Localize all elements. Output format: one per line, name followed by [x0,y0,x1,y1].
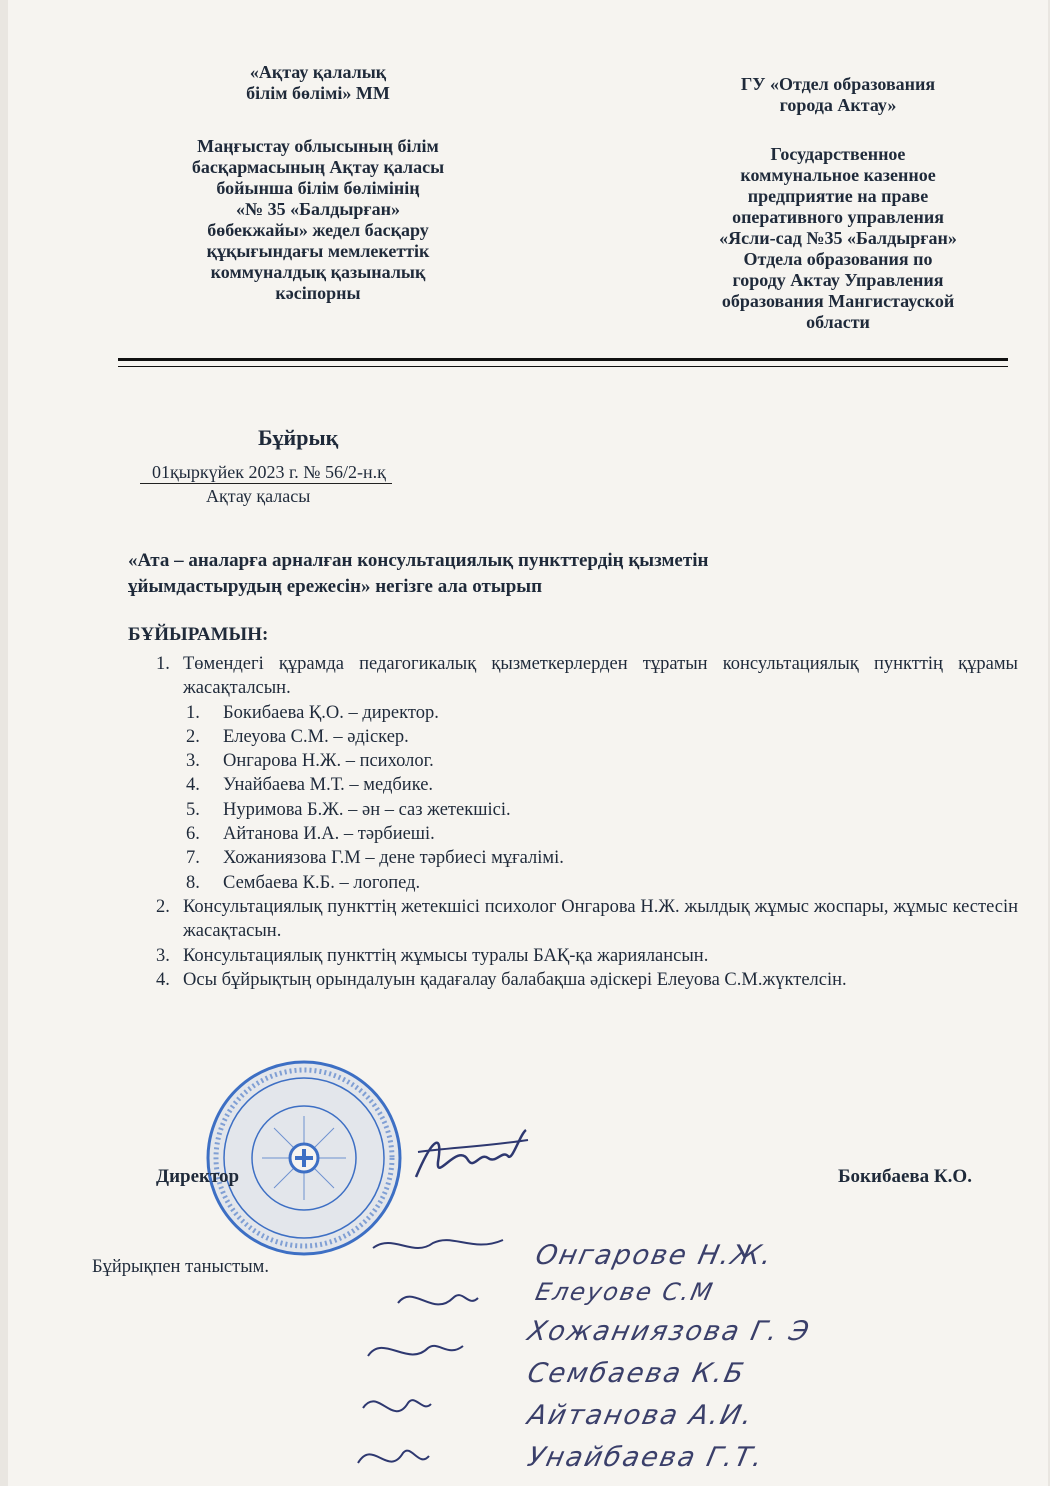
handwritten-name: Хожаниязова Г. Э [524,1316,814,1347]
order-item-text: Консультациялық пункттің жетекшісі психолог Онгарова Н.Ж. жылдық жұмыс жоспары, жұмыс кестесін жасақтасын. [183,896,1018,942]
member-text: Сембаева К.Б. – логопед. [223,872,421,893]
handwritten-name: Сембаева К.Б [524,1358,749,1389]
member-item [128,822,1018,846]
header-left-line-7: бөбекжайы» жедел басқару [207,220,429,240]
member-number: 1. [186,702,200,723]
header-right-line-2: города Актау» [779,95,897,115]
header-left-line-3: Маңғыстау облысының білім [197,136,439,156]
member-text: Айтанова И.А. – тәрбиеші. [223,824,435,845]
header-left-line-2: білім бөлімі» ММ [246,83,390,103]
member-number: 2. [186,726,200,747]
header-right-line-4: коммунальное казенное [740,165,936,185]
order-item [128,944,1018,968]
director-signature-icon [408,1122,538,1192]
member-number: 7. [186,848,200,869]
header-left-line-10: кәсіпорны [275,283,361,303]
member-text: Бокибаева Қ.О. – директор. [223,702,439,723]
header-right-line-7: «Ясли-сад №35 «Балдырған» [719,228,957,248]
header-left-line-5: бойынша білім бөлімінің [216,178,420,198]
header-left-line-6: «№ 35 «Балдырған» [236,199,400,219]
header-left-line-8: құқығындағы мемлекеттік [206,241,430,261]
order-heading: БҰЙЫРАМЫН: [128,624,269,645]
member-text: Хожаниязова Г.М – дене тәрбиесі мұғалімі. [223,848,564,869]
order-item-number: 2. [156,896,170,917]
handwritten-name: Айтанова А.И. [524,1400,757,1431]
header-right-line-6: оперативного управления [732,207,944,227]
order-item-number: 3. [156,945,170,966]
member-item [128,798,1018,822]
member-text: Унайбаева М.Т. – медбике. [223,775,434,796]
member-text: Онгарова Н.Ж. – психолог. [223,751,434,772]
signer-role: Директор [156,1166,240,1187]
header-right-line-8: Отдела образования по [743,249,933,269]
header-left-line-1: «Ақтау қалалық [249,62,387,82]
header-left-line-4: басқармасының Ақтау қаласы [191,157,445,177]
order-item-text: Консультациялық пункттің жұмысы туралы БАҚ-қа жариялансын. [183,945,709,966]
member-text: Нуримова Б.Ж. – ән – саз жетекшісі. [223,799,511,820]
member-item [128,871,1018,895]
document-page [8,0,1048,1486]
basis-line-2: ұйымдастырудың ережесін» негізге ала отырып [128,576,543,597]
order-item-text: Төмендегі құрамда педагогикалық қызметкерлерден тұратын консультациялық пункттің құрамы жасақталсын. [183,654,1018,699]
order-body [128,652,1018,992]
member-item [128,725,1018,749]
header-right-line-10: образования Мангистауской [721,291,955,311]
order-item-number: 1. [156,654,170,674]
member-number: 8. [186,872,200,893]
header-right-line-1: ГУ «Отдел образования [740,74,936,94]
handwritten-name: Унайбаева Г.Т. [524,1442,768,1473]
header-kazakh [128,62,508,304]
order-item [128,895,1018,944]
member-item [128,749,1018,773]
member-number: 5. [186,799,200,820]
order-item [128,652,1018,701]
signer-name: Бокибаева К.О. [838,1166,972,1187]
header-right-line-9: городу Актау Управления [732,270,944,290]
member-number: 4. [186,775,200,796]
order-date-number: 01қыркүйек 2023 г. № 56/2-н.қ [140,462,392,484]
handwritten-name: Онгарове Н.Ж. [532,1240,777,1271]
header-right-line-11: области [806,312,870,332]
header-left-line-9: коммуналдық қазыналық [210,262,426,282]
member-item [128,773,1018,797]
handwritten-name: Елеуове С.М [533,1278,717,1306]
order-item [128,968,1018,992]
header-divider-thin [118,366,1008,367]
member-text: Елеуова С.М. – әдіскер. [223,726,409,747]
member-number: 6. [186,824,200,845]
member-item [128,701,1018,725]
header-right-line-3: Государственное [770,144,906,164]
header-divider-thick [118,358,1008,361]
order-basis [128,548,928,600]
member-item [128,846,1018,870]
basis-line-1: «Ата – аналарға арналған консультациялық пункттердің қызметін [128,550,709,571]
header-right-line-5: предприятие на праве [747,186,929,206]
document-title: Бұйрық [258,425,339,450]
acknowledgement-label: Бұйрықпен таныстым. [92,1257,269,1277]
order-item-text: Осы бұйрықтың орындалуын қадағалау балабақша әдіскері Елеуова С.М.жүктелсін. [183,969,847,990]
order-item-number: 4. [156,969,170,990]
staff-signatures-icon [353,1228,513,1478]
header-russian [653,74,1023,333]
order-city: Ақтау қаласы [206,486,311,506]
member-number: 3. [186,751,200,772]
